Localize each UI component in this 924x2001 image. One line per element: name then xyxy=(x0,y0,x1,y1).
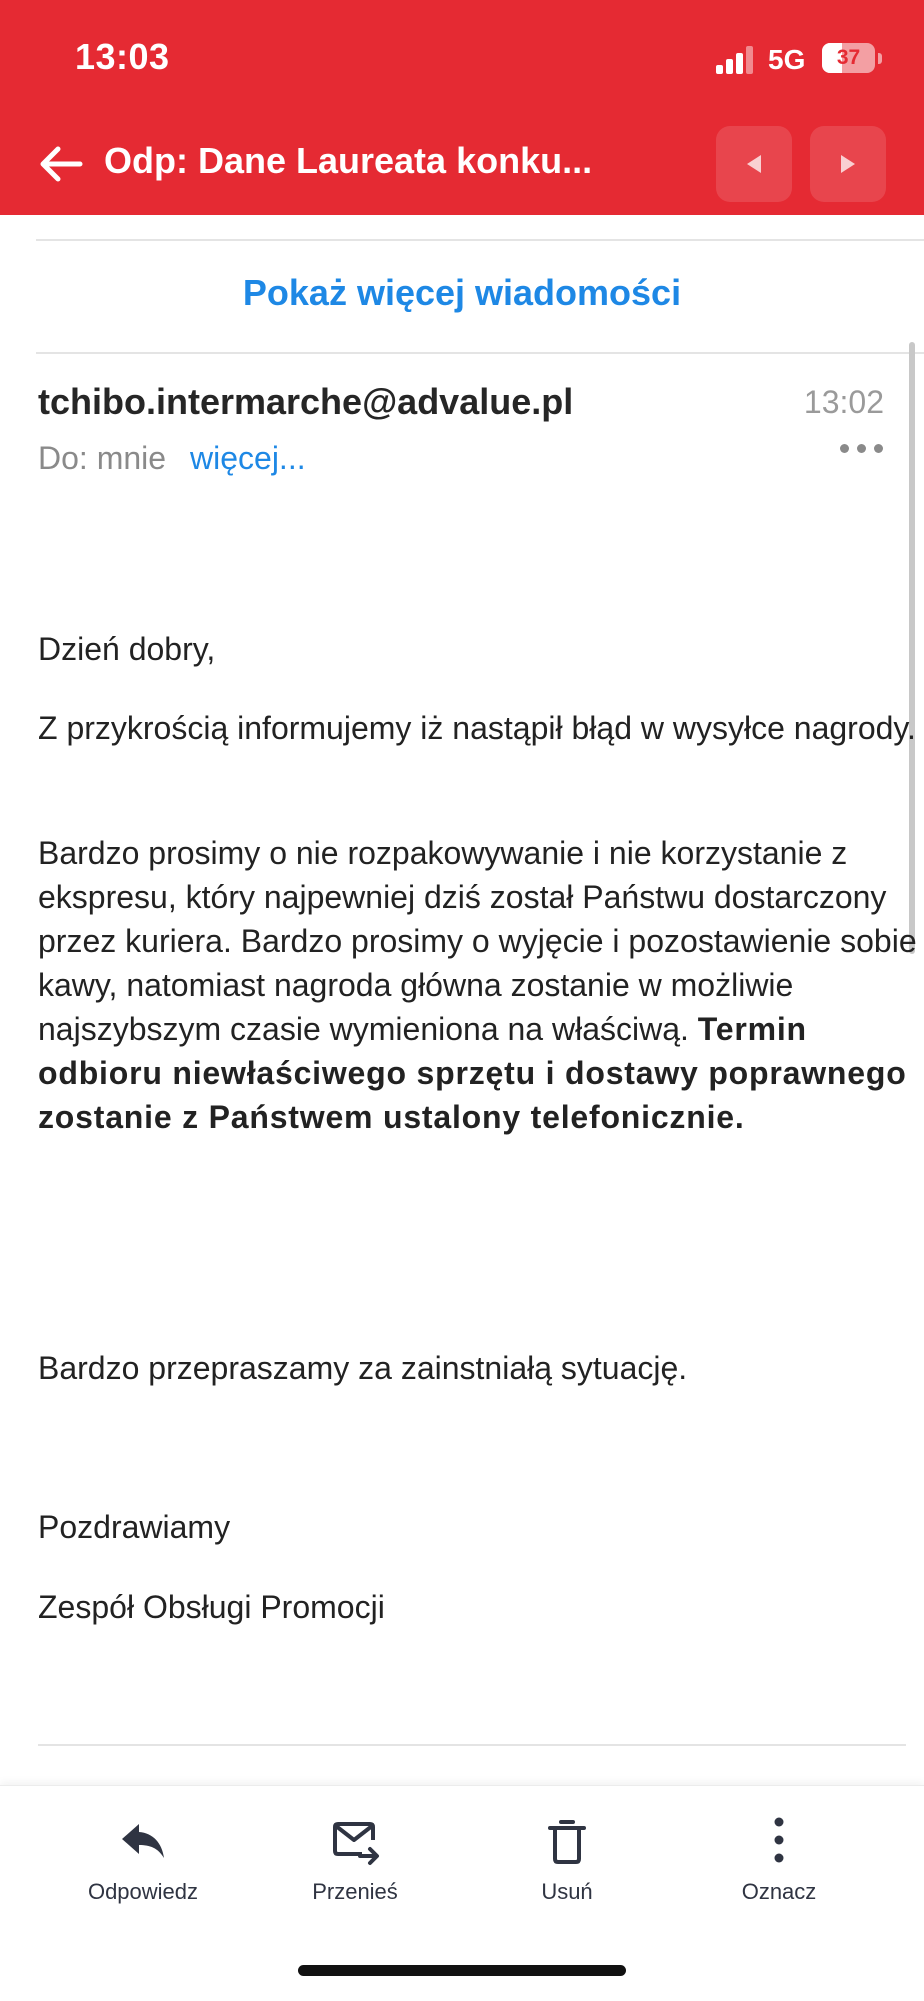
message-paragraph: Z przykrością informujemy iż nastąpił błąd w wysyłce nagrody. xyxy=(38,710,916,746)
home-indicator[interactable] xyxy=(298,1965,626,1976)
delete-button[interactable] xyxy=(477,1816,657,1916)
recipients-label: Do: mnie xyxy=(38,440,167,476)
message-paragraph-text: Bardzo prosimy o nie rozpakowywanie i nie korzystanie z ekspresu, który najpewniej dziś został Państwu dostarczony przez kuriera. Bardzo prosimy o wyjęcie i pozostawienie sobie kawy, natomiast nagroda główna zostanie w możliwie najszybszym czasie wymieniona na właściwą. xyxy=(38,835,917,1047)
show-more-messages-link[interactable]: Pokaż więcej wiadomości xyxy=(242,272,682,313)
divider xyxy=(36,352,924,354)
message-apology: Bardzo przepraszamy za zainstniałą sytuację. xyxy=(38,1350,688,1386)
mark-button[interactable] xyxy=(689,1816,869,1916)
delete-label: Usuń xyxy=(541,1879,593,1904)
move-button[interactable] xyxy=(265,1816,445,1916)
message-greeting: Dzień dobry, xyxy=(38,631,216,667)
move-label: Przenieś xyxy=(312,1879,398,1904)
mark-label: Oznacz xyxy=(741,1879,817,1904)
reply-arrow-icon xyxy=(118,1816,168,1866)
reply-button[interactable] xyxy=(53,1816,233,1916)
message-signature: Zespół Obsługi Promocji xyxy=(38,1589,385,1625)
status-time: 13:03 xyxy=(75,36,170,77)
triangle-right-icon xyxy=(836,152,860,176)
triangle-left-icon xyxy=(742,152,766,176)
network-type: 5G xyxy=(768,44,806,75)
signal-icon xyxy=(716,46,756,74)
ellipsis-icon xyxy=(840,444,849,453)
trash-icon xyxy=(542,1816,592,1866)
ellipsis-icon xyxy=(857,444,866,453)
message-paragraph xyxy=(38,831,918,1139)
previous-message-button[interactable] xyxy=(716,126,792,202)
battery-level: 37 xyxy=(836,46,861,69)
arrow-left-icon xyxy=(36,139,86,189)
battery-tip xyxy=(878,53,882,64)
app-header xyxy=(0,0,924,215)
sender-address[interactable]: tchibo.intermarche@advalue.pl xyxy=(38,381,574,422)
reply-label: Odpowiedz xyxy=(87,1879,199,1904)
message-paragraph-bold: Termin odbioru niewłaściwego sprzętu i dostawy poprawnego zostanie z Państwem ustalony telefonicznie. xyxy=(38,1011,907,1135)
divider xyxy=(38,1744,906,1746)
more-details-link[interactable]: więcej... xyxy=(190,440,306,476)
message-time: 13:02 xyxy=(803,384,884,420)
message-regards: Pozdrawiamy xyxy=(38,1509,231,1545)
email-subject: Odp: Dane Laureata konku... xyxy=(104,140,593,181)
vertical-dots-icon xyxy=(754,1816,804,1866)
message-options-button[interactable] xyxy=(840,438,884,458)
envelope-arrow-icon xyxy=(330,1816,380,1866)
ellipsis-icon xyxy=(874,444,883,453)
divider xyxy=(36,239,924,241)
back-button[interactable] xyxy=(36,139,86,189)
next-message-button[interactable] xyxy=(810,126,886,202)
battery-icon xyxy=(822,43,875,73)
